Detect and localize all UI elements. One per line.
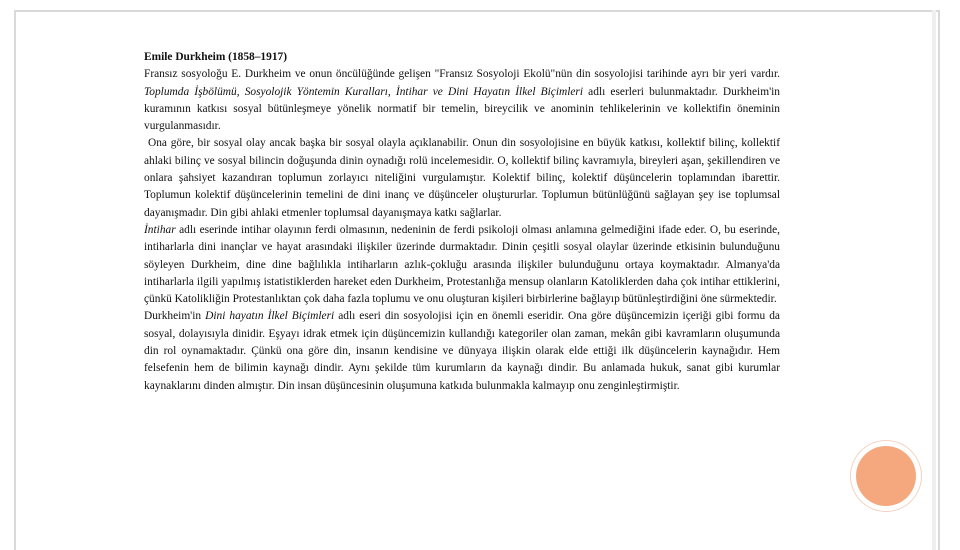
paragraph-suicide-text: adlı eserinde intihar olayının ferdi olmasının, nedeninin de ferdi psikoloji olması anlamına gelmediğini ifade eder. O, bu eserinde, intiharlarla dini inançlar ve hayat arasındaki ilişkiler üzerinde durmaktadır. Dinin çeşitli sosyal olaylar üzerinde etkisinin bulunduğunu söyleyen Durkheim, dine dine bağlılıkla intiharların azlık-çokluğu arasında ilişkiler bulunduğunu ortaya koymaktadır. Almanya'da intiharlarla ilgili yapılmış istatistiklerden hareket eden Durkheim, Protestanlığa mensup olanların Katoliklerden daha çok intihar ettiklerini, çünkü Katolikliğin Protestanlıktan çok daha fazla toplumu ve onu oluşturan kişileri birbirlerine bağlayıp bütünleştirdiğini öne sürmektedir. xyxy=(144,223,780,306)
paragraph-intro xyxy=(144,66,780,135)
decorative-circle xyxy=(856,446,916,506)
paragraph-suicide xyxy=(144,222,780,308)
suicide-title: İntihar xyxy=(144,223,176,236)
works-list: Toplumda İşbölümü, Sosyolojik Yöntemin Kuralları, İntihar ve Dini Hayatın İlkel Biçimleri xyxy=(144,85,584,98)
paragraph-elementary-forms-text-c: adlı eseri din sosyolojisi için en önemli eseridir. Ona göre düşüncemizin içeriği gibi formu da sosyal, dolayısıyla dinidir. Eşyayı idrak etmek için düşüncemizin kullandığı kategoriler olan zaman, mekân gibi kavramların oluşumunda din rol oynamaktadır. Çünkü ona göre din, insanın kendisine ve dünyaya ilişkin olarak elde ettiği ilk düşüncelerin kaynağıdır. Hem felsefenin hem de bilimin kaynağı dindir. Aynı şekilde tüm kurumların da kaynağı dindir. Bu anlamada hukuk, sanat gibi kurumlar kaynaklarını dinden almıştır. Din insan düşüncesinin oluşumuna katkıda bulunmakla kalmayıp onu zenginleştirmiştir. xyxy=(144,310,780,392)
paragraph-collective-consciousness: Ona göre, bir sosyal olay ancak başka bir sosyal olayla açıklanabilir. Onun din sosyolojisine en büyük katkısı, kollektif bilinç, kollektif ahlaki bilinç ve sosyal bilincin doğuşunda dinin oynadığı rolü incelemesidir. O, kollektif bilinç kavramıyla, bireyleri aşan, şekillendiren ve onlara şahsiyet kazandıran toplumun zorlayıcı niteliğini vurgulamıştır. Kolektif bilinç, kolektif düşüncelerin toplamından ibarettir. Toplumun kolektif düşüncelerinin temelini de dini inanç ve düşünceler oluştururlar. Toplumun bütünlüğünü sağlayan şey ise toplumsal dayanışmadır. Din gibi ahlaki etmenler toplumsal dayanışmaya katkı sağlarlar. xyxy=(144,137,780,219)
paragraph-intro-text-a: Fransız sosyoloğu E. Durkheim ve onun öncülüğünde gelişen "Fransız Sosyoloji Ekolü"nün din sosyolojisi tarihinde ayrı bir yeri vardır. xyxy=(144,68,780,81)
paragraph-elementary-forms-text-a: Durkheim'in xyxy=(144,310,206,323)
elementary-forms-title: Dini hayatın İlkel Biçimleri xyxy=(205,310,335,323)
slide-body xyxy=(144,49,780,395)
paragraph-elementary-forms xyxy=(144,308,780,394)
slide-frame-shadow xyxy=(932,10,936,550)
paragraph-intro-text-c: adlı eserleri bulunmaktadır. Durkheim'in kuramının katkısı sosyal bütünleşmeye yönelik normatif bir temelin, bireycilik ve anominin tehlikelerinin ve kollektifin öneminin vurgulanmasıdır. xyxy=(144,85,780,133)
slide-title: Emile Durkheim (1858–1917) xyxy=(144,51,288,63)
